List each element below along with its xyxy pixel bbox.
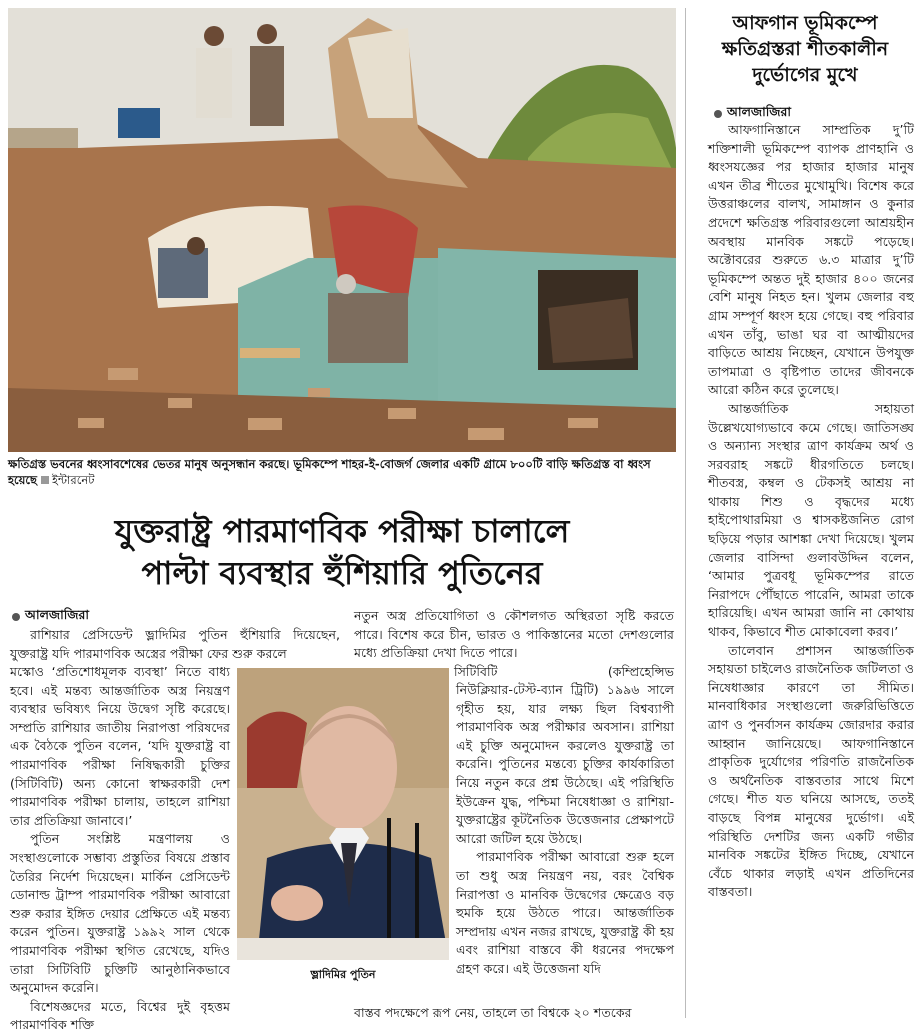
putin-portrait-illustration <box>237 668 449 960</box>
col2-p1-paren: (কম্প্রিহেন্সিভ <box>607 663 674 679</box>
side-title-line-1: আফগান ভূমিকম্পে <box>732 12 878 34</box>
main-byline <box>12 607 89 627</box>
main-byline-source: আলজাজিরা <box>25 607 89 622</box>
col2-top-text: নতুন অস্ত্র প্রতিযোগিতা ও কৌশলগত অস্থিরতা সৃষ্টি করতে পারে। বিশেষ করে চীন, ভারত ও পাকিস্তানের মতো দেশগুলোর মধ্যে প্রতিক্রিয়া দেখা দিতে পারে। <box>354 608 674 661</box>
side-headline <box>692 10 918 88</box>
main-intro-text: রাশিয়ার প্রেসিডেন্ট ভ্লাদিমির পুতিন হুঁশিয়ারি দিয়েছেন, যুক্তরাষ্ট্র যদি পারমাণবিক অস্ত্রের পরীক্ষা ফের শুরু করলে <box>10 627 340 661</box>
side-paragraph-3: তালেবান প্রশাসন আন্তর্জাতিক সহায়তা চাইলেও রাজনৈতিক জটিলতা ও নিষেধাজ্ঞার কারণে তা সীমিত। মানবাধিকার সংস্থাগুলো জরুরিভিত্তিতে ত্রাণ ও পুনর্বাসন কার্যক্রম জোরদার করার আহ্বান জানিয়েছে। আফগানিস্তানে প্রাকৃতিক দুর্যোগের পরিণতি রাজনৈতিক ও অর্থনৈতিক বাস্তবতার সাথে মিশে গেছে। শীত যত ঘনিয়ে আসছে, ততই বাড়ছে বিপন্ন মানুষের দুর্ভোগ। এই পরিস্থিতি দেশটির জন্য একটি গভীর মানবিক সঙ্কটের ইঙ্গিত দিচ্ছে, যেখানে বেঁচে থাকার লড়াই এখন প্রতিদিনের বাস্তবতা। <box>708 642 914 900</box>
col1-tail: বিশেষজ্ঞদের মতে, বিশ্বের দুই বৃহত্তম পারমাণবিক শক্তি <box>10 998 230 1033</box>
col2-paragraph-2: পারমাণবিক পরীক্ষা আবারো শুরু হলে তা শুধু অস্ত্র নিয়ন্ত্রণ নয়, বরং বৈশ্বিক নিরাপত্তা ও মানবিক উদ্বেগের ক্ষেত্রেও বড় হুমকি হয়ে উঠতে পারে। আন্তর্জাতিক সম্প্রদায় এখন নজর রাখছে, যুক্তরাষ্ট্র কী হয় এবং রাশিয়া বাস্তবে কী ধরনের পদক্ষেপ গ্রহণ করে। এই উত্তেজনা যদি <box>456 849 674 976</box>
col2-tail: বাস্তব পদক্ষেপে রূপ নেয়, তাহলে তা বিশ্বকে ২০ শতকের <box>354 1005 632 1020</box>
caption-square-icon <box>41 476 49 484</box>
col2-p1-first-line <box>354 663 674 682</box>
col2-paragraph-1: নিউক্লিয়ার-টেস্ট-ব্যান ট্রিটি) ১৯৯৬ সালে গৃহীত হয়, যার লক্ষ্য ছিল বিশ্বব্যাপী পারমাণবিক অস্ত্র পরীক্ষার অবসান। রাশিয়া এই চুক্তি অনুমোদন করলেও যুক্তরাষ্ট্র তা করেনি। পুতিনের মন্তব্যে চুক্তির কার্যকারিতা নিয়ে নতুন করে প্রশ্ন উঠেছে। এই পরিস্থিতি ইউক্রেন যুদ্ধ, পশ্চিমা নিষেধাজ্ঞা ও রাশিয়া-যুক্তরাষ্ট্রের কূটনৈতিক উত্তেজনার প্রেক্ষাপটে আরো জটিল হয়ে উঠছে। <box>456 682 674 846</box>
earthquake-photo <box>8 8 676 452</box>
side-title-line-2: ক্ষতিগ্রস্তরা শীতকালীন <box>721 38 889 60</box>
side-paragraph-2: আন্তর্জাতিক সহায়তা উল্লেখযোগ্যভাবে কমে গেছে। জাতিসঙ্ঘ ও অন্যান্য সংস্থার ত্রাণ কার্যক্রম অর্থ ও সরবরাহ সঙ্কটে ধীরগতিতে চলছে। শীতবস্ত্র, কম্বল ও টেকসই আশ্রয় না থাকায় শিশু ও বৃদ্ধদের মধ্যে হাইপোথারমিয়া ও শ্বাসকষ্টজনিত রোগ ছড়িয়ে পড়ার আশঙ্কা দেখা দিয়েছে। খুলম জেলার বাসিন্দা গুলাবউদ্দিন বলেন, ‘আমার পুত্রবধূ ভূমিকম্পের রাতে নিরাপদে পৌঁছাতে পারেনি, আমরা তাকে হারিয়েছি। এখন আমরা জানি না কোথায় থাকব, কিভাবে শীত মোকাবেলা করব।’ <box>708 400 914 640</box>
col1-paragraph-2: পুতিন সংশ্লিষ্ট মন্ত্রণালয় ও সংস্থাগুলোকে সম্ভাব্য প্রস্তুতির বিষয়ে প্রস্তাব তৈরির নির্দেশ দিয়েছেন। মার্কিন প্রেসিডেন্ট ডোনাল্ড ট্রাম্প পারমাণবিক পরীক্ষা আবারো শুরু করার ইঙ্গিত দেয়ার প্রেক্ষিতে এই মন্তব্য করেন পুতিন। যুক্তরাষ্ট্র ১৯৯২ সাল থেকে পারমাণবিক পরীক্ষা স্থগিত রেখেছে, যদিও তারা সিটিবিটি চুক্তিটি আনুষ্ঠানিকভাবে অনুমোদন করেনি। <box>10 831 230 996</box>
col1-paragraph-1: মস্কোও ‘প্রতিশোধমূলক ব্যবস্থা’ নিতে বাধ্য হবে। এই মন্তব্য আন্তর্জাতিক অস্ত্র নিয়ন্ত্রণ ব্যবস্থার ভবিষ্যৎ নিয়ে উদ্বেগ সৃষ্টি করেছে। সম্প্রতি রাশিয়ার জাতীয় নিরাপত্তা পরিষদের এক বৈঠকে পুতিন বলেন, ‘যদি যুক্তরাষ্ট্র বা পারমাণবিক পরীক্ষা নিষিদ্ধকারী চুক্তির (সিটিবিটি) অন্য কোনো স্বাক্ষরকারী দেশ পারমাণবিক পরীক্ষা চালায়, তাহলে রাশিয়া তার প্রতিক্রিয়া জানাবে।’ <box>10 664 230 828</box>
caption-source: ইন্টারনেট <box>52 473 95 487</box>
side-title-line-3: দুর্ভোগের মুখে <box>752 64 858 86</box>
side-byline-source: আলজাজিরা <box>727 104 791 119</box>
bullet-icon <box>12 613 20 621</box>
photo-caption <box>8 456 676 488</box>
bullet-icon <box>714 110 722 118</box>
col2-p1-start: সিটিবিটি <box>454 663 498 679</box>
main-column-2-bottom <box>354 1004 674 1023</box>
earthquake-ruins-illustration <box>8 8 676 452</box>
main-column-2-top <box>354 607 674 681</box>
side-paragraph-1: আফগানিস্তানে সাম্প্রতিক দু’টি শক্তিশালী ভূমিকম্পে ব্যাপক প্রাণহানি ও ধ্বংসযজ্ঞের পর হাজার হাজার মানুষ এখন তীব্র শীতের মুখোমুখি। বিশেষ করে উত্তরাঞ্চলের বালখ, সামাঙ্গান ও কুনার প্রদেশে ক্ষতিগ্রস্ত পরিবারগুলো আশ্রয়হীন অবস্থায় মানবিক সঙ্কটে পড়েছে। অক্টোবরের শুরুতে ৬.৩ মাত্রার দু’টি ভূমিকম্পে অন্তত দুই হাজার ৪০০ জনের বেশি মানুষ নিহত হন। খুলম জেলার বহু গ্রাম সম্পূর্ণ ধ্বংস হয়ে গেছে। বহু পরিবার এখন তাঁবু, ভাঙা ঘর বা আত্মীয়দের বাড়িতে আশ্রয় নিচ্ছেন, যেখানে উপযুক্ত তাপমাত্রা ও বৃষ্টিপাত তাদের জীবনকে আরো কঠিন করে তুলেছে। <box>708 122 914 398</box>
side-article-body <box>708 121 914 902</box>
headline-line-2: পাল্টা ব্যবস্থার হুঁশিয়ারি পুতিনের <box>141 554 543 592</box>
putin-photo <box>237 668 449 960</box>
column-divider <box>685 8 686 1018</box>
caption-text: ক্ষতিগ্রস্ত ভবনের ধ্বংসাবশেষের ভেতর মানুষ অনুসন্ধান করছে। ভূমিকম্পে শাহর-ই-বোজর্গ জেলার একটি গ্রামে ৮০০টি বাড়ি ক্ষতিগ্রস্ত বা ধ্বংস হয়েছে <box>8 457 651 487</box>
putin-photo-caption: ভ্লাদিমির পুতিন <box>310 968 376 981</box>
headline-line-1: যুক্তরাষ্ট্র পারমাণবিক পরীক্ষা চালালে <box>114 512 570 550</box>
main-column-1 <box>10 663 230 1035</box>
main-intro <box>10 626 340 663</box>
main-column-2 <box>456 681 674 979</box>
main-headline <box>8 510 676 594</box>
